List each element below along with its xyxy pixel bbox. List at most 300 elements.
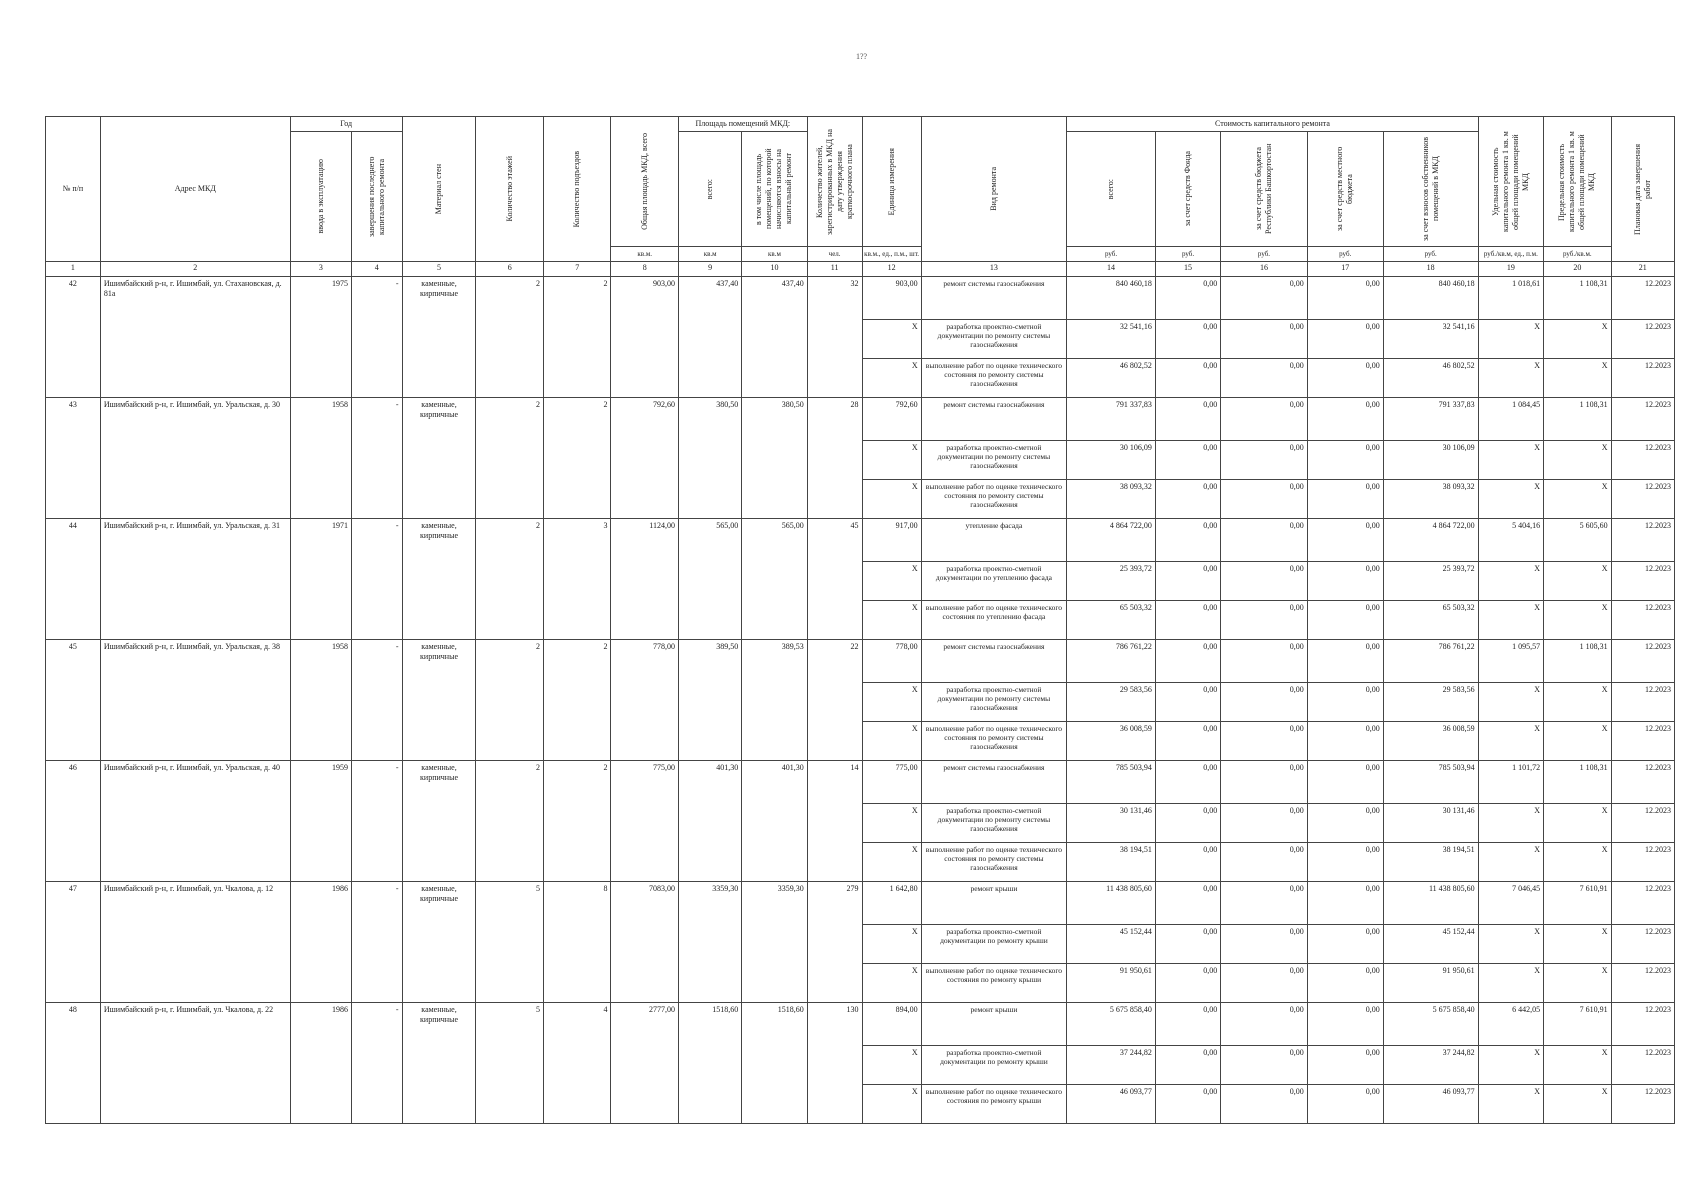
floors: 2 (476, 519, 544, 640)
unit-value: X (862, 1046, 921, 1085)
cost-republic: 0,00 (1221, 601, 1308, 640)
column-number: 19 (1478, 262, 1543, 277)
column-number: 6 (476, 262, 544, 277)
cost-fund: 0,00 (1155, 519, 1220, 562)
cost-republic: 0,00 (1221, 562, 1308, 601)
cost-local: 0,00 (1307, 761, 1383, 804)
wall-material: каменные, кирпичные (402, 761, 476, 882)
cost-republic: 0,00 (1221, 398, 1308, 441)
year-commission: 1986 (290, 1003, 351, 1124)
unit-value: 775,00 (862, 761, 921, 804)
wall-material: каменные, кирпичные (402, 640, 476, 761)
house-address: Ишимбайский р-н, г. Ишимбай, ул. Уральская, д. 30 (100, 398, 290, 519)
header-cost-fund: за счет средств Фонда (1155, 132, 1220, 247)
year-last-repair: - (351, 882, 402, 1003)
column-number: 13 (921, 262, 1067, 277)
cost-total: 38 194,51 (1067, 843, 1156, 882)
year-last-repair: - (351, 398, 402, 519)
header-cost-owners: за счет взносов собственников помещений в МКД (1383, 132, 1478, 247)
house-address: Ишимбайский р-н, г. Ишимбай, ул. Чкалова, д. 12 (100, 882, 290, 1003)
max-cost: 1 108,31 (1544, 761, 1612, 804)
floors: 2 (476, 277, 544, 398)
cost-local: 0,00 (1307, 601, 1383, 640)
unit-cost: X (1478, 964, 1543, 1003)
unit-value: X (862, 320, 921, 359)
header-unit: Единица измерения (862, 117, 921, 247)
completion-date: 12.2023 (1611, 480, 1674, 519)
cost-local: 0,00 (1307, 1046, 1383, 1085)
work-type: разработка проектно-сметной документации по ремонту крыши (921, 925, 1067, 964)
cost-republic: 0,00 (1221, 519, 1308, 562)
header-max-cost: Предельная стоимость капитального ремонта 1 кв. м общей площади помещений МКД (1544, 117, 1612, 247)
cost-owners: 791 337,83 (1383, 398, 1478, 441)
cost-fund: 0,00 (1155, 1003, 1220, 1046)
column-number: 20 (1544, 262, 1612, 277)
column-number: 4 (351, 262, 402, 277)
area-part: 389,53 (742, 640, 807, 761)
cost-total: 65 503,32 (1067, 601, 1156, 640)
cost-owners: 38 093,32 (1383, 480, 1478, 519)
repair-plan-table (45, 116, 1675, 1124)
year-commission: 1958 (290, 398, 351, 519)
area-part: 380,50 (742, 398, 807, 519)
area-part: 437,40 (742, 277, 807, 398)
cost-total: 840 460,18 (1067, 277, 1156, 320)
max-cost: 5 605,60 (1544, 519, 1612, 562)
floors: 2 (476, 398, 544, 519)
house-address: Ишимбайский р-н, г. Ишимбай, ул. Уральская, д. 31 (100, 519, 290, 640)
max-cost: X (1544, 1046, 1612, 1085)
cost-local: 0,00 (1307, 562, 1383, 601)
cost-total: 11 438 805,60 (1067, 882, 1156, 925)
cost-owners: 30 131,46 (1383, 804, 1478, 843)
cost-republic: 0,00 (1221, 964, 1308, 1003)
house-number: 46 (46, 761, 101, 882)
house-number: 42 (46, 277, 101, 398)
unit-cost: 1 095,57 (1478, 640, 1543, 683)
work-type: выполнение работ по оценке технического состояния по ремонту системы газоснабжения (921, 480, 1067, 519)
cost-local: 0,00 (1307, 398, 1383, 441)
cost-local: 0,00 (1307, 722, 1383, 761)
cost-republic: 0,00 (1221, 722, 1308, 761)
floors: 2 (476, 761, 544, 882)
max-cost: X (1544, 359, 1612, 398)
column-number: 2 (100, 262, 290, 277)
unit-label: руб./кв.м, ед., п.м. (1478, 247, 1543, 262)
cost-fund: 0,00 (1155, 683, 1220, 722)
cost-republic: 0,00 (1221, 925, 1308, 964)
header-cost-local: за счет средств местного бюджета (1307, 132, 1383, 247)
max-cost: X (1544, 683, 1612, 722)
unit-cost: 6 442,05 (1478, 1003, 1543, 1046)
year-last-repair: - (351, 640, 402, 761)
residents: 45 (807, 519, 862, 640)
max-cost: X (1544, 562, 1612, 601)
entrances: 4 (543, 1003, 611, 1124)
work-type: выполнение работ по оценке технического состояния по ремонту системы газоснабжения (921, 843, 1067, 882)
total-area: 1124,00 (611, 519, 679, 640)
cost-owners: 46 093,77 (1383, 1085, 1478, 1124)
cost-republic: 0,00 (1221, 843, 1308, 882)
unit-label: руб. (1155, 247, 1220, 262)
entrances: 2 (543, 640, 611, 761)
header-cost-group: Стоимость капитального ремонта (1067, 117, 1478, 132)
completion-date: 12.2023 (1611, 320, 1674, 359)
house-address: Ишимбайский р-н, г. Ишимбай, ул. Чкалова, д. 22 (100, 1003, 290, 1124)
unit-label: кв.м (678, 247, 741, 262)
header-entrances: Количество подъездов (543, 117, 611, 262)
cost-local: 0,00 (1307, 843, 1383, 882)
total-area: 2777,00 (611, 1003, 679, 1124)
work-type: разработка проектно-сметной документации по ремонту системы газоснабжения (921, 683, 1067, 722)
work-type: выполнение работ по оценке технического состояния по ремонту системы газоснабжения (921, 722, 1067, 761)
work-type: ремонт системы газоснабжения (921, 761, 1067, 804)
cost-total: 91 950,61 (1067, 964, 1156, 1003)
work-type: разработка проектно-сметной документации по ремонту крыши (921, 1046, 1067, 1085)
completion-date: 12.2023 (1611, 562, 1674, 601)
cost-total: 29 583,56 (1067, 683, 1156, 722)
cost-republic: 0,00 (1221, 320, 1308, 359)
cost-total: 38 093,32 (1067, 480, 1156, 519)
cost-owners: 11 438 805,60 (1383, 882, 1478, 925)
cost-owners: 786 761,22 (1383, 640, 1478, 683)
cost-republic: 0,00 (1221, 761, 1308, 804)
cost-local: 0,00 (1307, 359, 1383, 398)
cost-local: 0,00 (1307, 925, 1383, 964)
cost-owners: 46 802,52 (1383, 359, 1478, 398)
cost-local: 0,00 (1307, 441, 1383, 480)
column-number: 21 (1611, 262, 1674, 277)
year-last-repair: - (351, 1003, 402, 1124)
cost-total: 30 106,09 (1067, 441, 1156, 480)
unit-label: кв.м. (611, 247, 679, 262)
column-number: 7 (543, 262, 611, 277)
house-address: Ишимбайский р-н, г. Ишимбай, ул. Стахановская, д. 81а (100, 277, 290, 398)
work-type: разработка проектно-сметной документации по ремонту системы газоснабжения (921, 441, 1067, 480)
header-year-commission: ввода в эксплуатацию (290, 132, 351, 262)
unit-cost: 1 018,61 (1478, 277, 1543, 320)
unit-cost: X (1478, 722, 1543, 761)
area-part: 3359,30 (742, 882, 807, 1003)
header-cost-total: всего: (1067, 132, 1156, 247)
wall-material: каменные, кирпичные (402, 277, 476, 398)
cost-fund: 0,00 (1155, 882, 1220, 925)
max-cost: X (1544, 1085, 1612, 1124)
header-premises-area-group: Площадь помещений МКД: (678, 117, 807, 132)
unit-label: чел. (807, 247, 862, 262)
total-area: 775,00 (611, 761, 679, 882)
entrances: 2 (543, 398, 611, 519)
unit-value: X (862, 601, 921, 640)
cost-owners: 5 675 858,40 (1383, 1003, 1478, 1046)
completion-date: 12.2023 (1611, 761, 1674, 804)
residents: 130 (807, 1003, 862, 1124)
unit-value: X (862, 359, 921, 398)
header-unit-cost: Удельная стоимость капитального ремонта 1 кв. м общей площади помещений МКД (1478, 117, 1543, 247)
cost-fund: 0,00 (1155, 277, 1220, 320)
year-commission: 1958 (290, 640, 351, 761)
table-row (46, 398, 1675, 441)
cost-local: 0,00 (1307, 683, 1383, 722)
table-row (46, 519, 1675, 562)
cost-fund: 0,00 (1155, 804, 1220, 843)
cost-owners: 32 541,16 (1383, 320, 1478, 359)
cost-total: 25 393,72 (1067, 562, 1156, 601)
table-row (46, 277, 1675, 320)
entrances: 8 (543, 882, 611, 1003)
unit-cost: X (1478, 843, 1543, 882)
cost-total: 30 131,46 (1067, 804, 1156, 843)
cost-total: 36 008,59 (1067, 722, 1156, 761)
house-address: Ишимбайский р-н, г. Ишимбай, ул. Уральская, д. 40 (100, 761, 290, 882)
header-area-all: всего: (678, 132, 741, 247)
entrances: 2 (543, 277, 611, 398)
residents: 279 (807, 882, 862, 1003)
cost-fund: 0,00 (1155, 843, 1220, 882)
header-year-last-repair: завершения последнего капитального ремонта (351, 132, 402, 262)
cost-owners: 29 583,56 (1383, 683, 1478, 722)
column-number: 18 (1383, 262, 1478, 277)
cost-local: 0,00 (1307, 882, 1383, 925)
year-commission: 1971 (290, 519, 351, 640)
area-part: 1518,60 (742, 1003, 807, 1124)
area-all: 401,30 (678, 761, 741, 882)
cost-local: 0,00 (1307, 277, 1383, 320)
floors: 5 (476, 882, 544, 1003)
cost-fund: 0,00 (1155, 722, 1220, 761)
house-number: 47 (46, 882, 101, 1003)
unit-label: руб. (1067, 247, 1156, 262)
table-row (46, 882, 1675, 925)
cost-total: 45 152,44 (1067, 925, 1156, 964)
column-number: 9 (678, 262, 741, 277)
cost-owners: 65 503,32 (1383, 601, 1478, 640)
unit-value: X (862, 1085, 921, 1124)
cost-owners: 37 244,82 (1383, 1046, 1478, 1085)
work-type: ремонт системы газоснабжения (921, 277, 1067, 320)
area-all: 437,40 (678, 277, 741, 398)
column-number: 15 (1155, 262, 1220, 277)
unit-cost: X (1478, 441, 1543, 480)
cost-total: 46 093,77 (1067, 1085, 1156, 1124)
completion-date: 12.2023 (1611, 601, 1674, 640)
table-row (46, 640, 1675, 683)
cost-republic: 0,00 (1221, 359, 1308, 398)
cost-total: 791 337,83 (1067, 398, 1156, 441)
unit-value: X (862, 925, 921, 964)
completion-date: 12.2023 (1611, 1003, 1674, 1046)
cost-total: 4 864 722,00 (1067, 519, 1156, 562)
year-last-repair: - (351, 277, 402, 398)
cost-fund: 0,00 (1155, 1085, 1220, 1124)
total-area: 792,60 (611, 398, 679, 519)
year-last-repair: - (351, 519, 402, 640)
completion-date: 12.2023 (1611, 441, 1674, 480)
work-type: ремонт системы газоснабжения (921, 640, 1067, 683)
cost-fund: 0,00 (1155, 1046, 1220, 1085)
unit-cost: 5 404,16 (1478, 519, 1543, 562)
work-type: разработка проектно-сметной документации по ремонту системы газоснабжения (921, 804, 1067, 843)
work-type: разработка проектно-сметной документации по ремонту системы газоснабжения (921, 320, 1067, 359)
cost-republic: 0,00 (1221, 441, 1308, 480)
work-type: выполнение работ по оценке технического состояния по ремонту системы газоснабжения (921, 359, 1067, 398)
cost-owners: 4 864 722,00 (1383, 519, 1478, 562)
unit-cost: 1 101,72 (1478, 761, 1543, 804)
completion-date: 12.2023 (1611, 925, 1674, 964)
unit-value: 903,00 (862, 277, 921, 320)
max-cost: X (1544, 843, 1612, 882)
area-part: 401,30 (742, 761, 807, 882)
wall-material: каменные, кирпичные (402, 398, 476, 519)
cost-republic: 0,00 (1221, 1003, 1308, 1046)
column-number: 17 (1307, 262, 1383, 277)
max-cost: 1 108,31 (1544, 640, 1612, 683)
unit-value: X (862, 964, 921, 1003)
wall-material: каменные, кирпичные (402, 519, 476, 640)
work-type: выполнение работ по оценке технического состояния по ремонту крыши (921, 964, 1067, 1003)
unit-value: X (862, 804, 921, 843)
cost-total: 5 675 858,40 (1067, 1003, 1156, 1046)
unit-cost: X (1478, 804, 1543, 843)
floors: 2 (476, 640, 544, 761)
unit-value: 792,60 (862, 398, 921, 441)
wall-material: каменные, кирпичные (402, 1003, 476, 1124)
cost-local: 0,00 (1307, 519, 1383, 562)
max-cost: 1 108,31 (1544, 398, 1612, 441)
cost-owners: 785 503,94 (1383, 761, 1478, 804)
unit-value: 894,00 (862, 1003, 921, 1046)
house-address: Ишимбайский р-н, г. Ишимбай, ул. Уральская, д. 38 (100, 640, 290, 761)
table-row (46, 761, 1675, 804)
house-number: 44 (46, 519, 101, 640)
cost-total: 786 761,22 (1067, 640, 1156, 683)
cost-local: 0,00 (1307, 640, 1383, 683)
completion-date: 12.2023 (1611, 683, 1674, 722)
work-type: ремонт крыши (921, 882, 1067, 925)
completion-date: 12.2023 (1611, 398, 1674, 441)
max-cost: X (1544, 804, 1612, 843)
cost-fund: 0,00 (1155, 441, 1220, 480)
max-cost: 7 610,91 (1544, 1003, 1612, 1046)
cost-fund: 0,00 (1155, 761, 1220, 804)
column-number: 5 (402, 262, 476, 277)
unit-cost: 1 084,45 (1478, 398, 1543, 441)
cost-fund: 0,00 (1155, 562, 1220, 601)
cost-owners: 25 393,72 (1383, 562, 1478, 601)
unit-value: X (862, 441, 921, 480)
max-cost: X (1544, 722, 1612, 761)
total-area: 7083,00 (611, 882, 679, 1003)
unit-cost: X (1478, 562, 1543, 601)
cost-total: 32 541,16 (1067, 320, 1156, 359)
area-part: 565,00 (742, 519, 807, 640)
cost-local: 0,00 (1307, 1003, 1383, 1046)
column-number: 12 (862, 262, 921, 277)
completion-date: 12.2023 (1611, 722, 1674, 761)
unit-cost: X (1478, 683, 1543, 722)
completion-date: 12.2023 (1611, 359, 1674, 398)
header-residents: Количество жителей, зарегистрированных в МКД на дату утверждения краткосрочного плана (807, 117, 862, 247)
unit-value: X (862, 480, 921, 519)
cost-total: 46 802,52 (1067, 359, 1156, 398)
cost-fund: 0,00 (1155, 480, 1220, 519)
cost-owners: 30 106,09 (1383, 441, 1478, 480)
residents: 14 (807, 761, 862, 882)
completion-date: 12.2023 (1611, 843, 1674, 882)
header-total-area: Общая площадь МКД, всего (611, 117, 679, 247)
cost-fund: 0,00 (1155, 320, 1220, 359)
unit-value: 778,00 (862, 640, 921, 683)
cost-local: 0,00 (1307, 480, 1383, 519)
unit-label: руб./кв.м. (1544, 247, 1612, 262)
cost-total: 37 244,82 (1067, 1046, 1156, 1085)
unit-value: X (862, 683, 921, 722)
year-commission: 1975 (290, 277, 351, 398)
completion-date: 12.2023 (1611, 1046, 1674, 1085)
unit-cost: X (1478, 601, 1543, 640)
header-area-part: в том числе площадь помещений, по которой начисляются взносы на капитальный ремонт (742, 132, 807, 247)
completion-date: 12.2023 (1611, 964, 1674, 1003)
cost-fund: 0,00 (1155, 601, 1220, 640)
column-number: 1 (46, 262, 101, 277)
cost-republic: 0,00 (1221, 1085, 1308, 1124)
unit-cost: X (1478, 1046, 1543, 1085)
column-number: 16 (1221, 262, 1308, 277)
unit-cost: X (1478, 480, 1543, 519)
header-address: Адрес МКД (100, 117, 290, 262)
floors: 5 (476, 1003, 544, 1124)
max-cost: X (1544, 480, 1612, 519)
unit-label: руб. (1383, 247, 1478, 262)
max-cost: 7 610,91 (1544, 882, 1612, 925)
page-number: 1?? (856, 52, 868, 61)
header-floors: Количество этажей (476, 117, 544, 262)
cost-owners: 840 460,18 (1383, 277, 1478, 320)
total-area: 903,00 (611, 277, 679, 398)
area-all: 3359,30 (678, 882, 741, 1003)
area-all: 565,00 (678, 519, 741, 640)
cost-fund: 0,00 (1155, 925, 1220, 964)
completion-date: 12.2023 (1611, 882, 1674, 925)
residents: 28 (807, 398, 862, 519)
completion-date: 12.2023 (1611, 804, 1674, 843)
unit-value: X (862, 562, 921, 601)
cost-fund: 0,00 (1155, 964, 1220, 1003)
cost-republic: 0,00 (1221, 1046, 1308, 1085)
cost-republic: 0,00 (1221, 804, 1308, 843)
area-all: 1518,60 (678, 1003, 741, 1124)
cost-fund: 0,00 (1155, 359, 1220, 398)
residents: 32 (807, 277, 862, 398)
completion-date: 12.2023 (1611, 1085, 1674, 1124)
completion-date: 12.2023 (1611, 277, 1674, 320)
column-number: 14 (1067, 262, 1156, 277)
cost-local: 0,00 (1307, 1085, 1383, 1124)
unit-label: кв.м., ед., п.м., шт. (862, 247, 921, 262)
house-number: 43 (46, 398, 101, 519)
max-cost: X (1544, 964, 1612, 1003)
cost-republic: 0,00 (1221, 882, 1308, 925)
header-work-type: Вид ремонта (921, 117, 1067, 262)
unit-label: руб. (1221, 247, 1308, 262)
cost-total: 785 503,94 (1067, 761, 1156, 804)
unit-label: руб. (1307, 247, 1383, 262)
table-row (46, 1003, 1675, 1046)
cost-local: 0,00 (1307, 964, 1383, 1003)
area-all: 380,50 (678, 398, 741, 519)
column-number: 10 (742, 262, 807, 277)
residents: 22 (807, 640, 862, 761)
